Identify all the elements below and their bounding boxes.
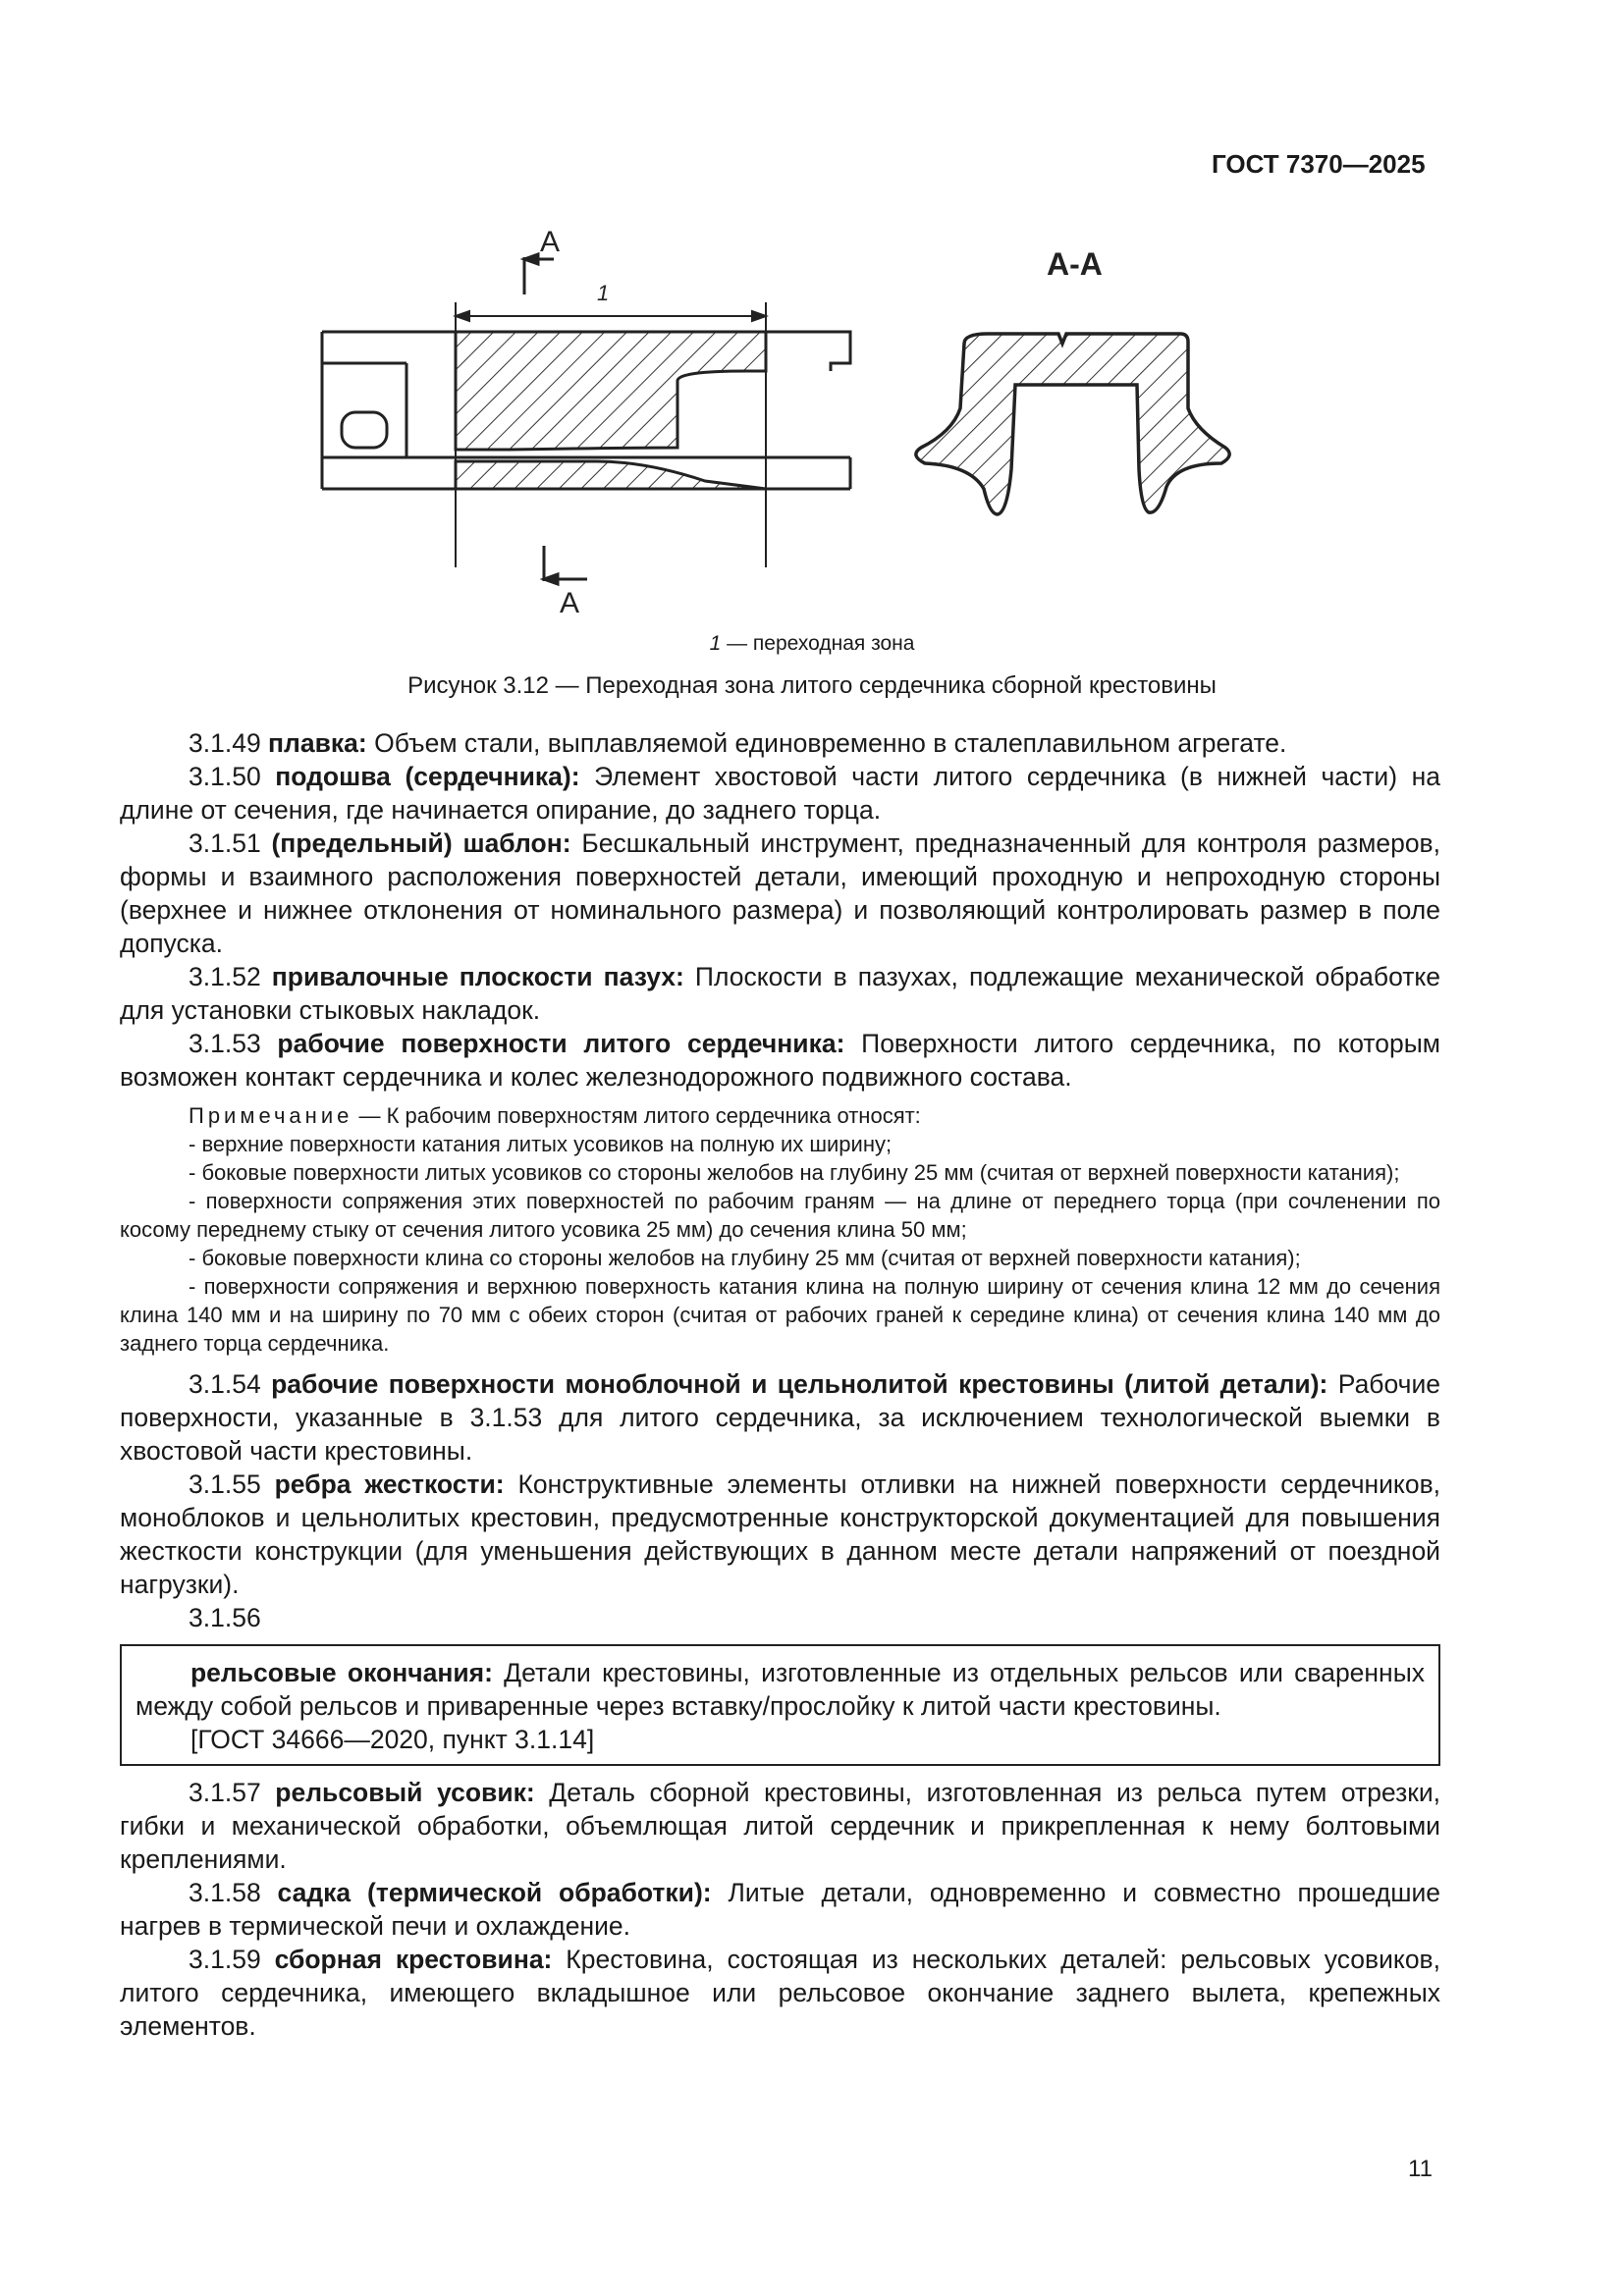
definition-3-1-59: 3.1.59 сборная крестовина: Крестовина, состоящая из нескольких деталей: рельсовых усовиков, литого сердечника, имеющего вкладышное или рельсовое окончание заднего вылета, крепежных элементов. (120, 1945, 1440, 2041)
figure-3-12 (312, 224, 1255, 616)
transition-zone-drawing (312, 224, 1255, 616)
definition-3-1-53: 3.1.53 рабочие поверхности литого сердечника: Поверхности литого сердечника, по которым возможен контакт сердечника и колес железнодорожного подвижного состава. (120, 1029, 1440, 1092)
legend-number: 1 (709, 632, 722, 655)
hatched-transition-zone (456, 332, 766, 450)
note-intro: Примечание — К рабочим поверхностям литого сердечника относят: (189, 1103, 921, 1128)
document-body (120, 726, 1440, 2043)
definition-source: [ГОСТ 34666—2020, пункт 3.1.14] (190, 1725, 595, 1754)
section-label-top: А (540, 226, 561, 258)
definition-3-1-57: 3.1.57 рельсовый усовик: Деталь сборной крестовины, изготовленная из рельса путем отрезки, гибки и механической обработки, объемлющая литой сердечник и прикрепленная к нему болтовыми креплениями. (120, 1778, 1440, 1874)
definition-3-1-54: 3.1.54 рабочие поверхности моноблочной и цельнолитой крестовины (литой детали): Рабочие поверхности, указанные в 3.1.53 для литого сердечника, за исключением технологической выемки в хвостовой части крестовины. (120, 1369, 1440, 1466)
definition-3-1-55: 3.1.55 ребра жесткости: Конструктивные элементы отливки на нижней поверхности сердечников, моноблоков и цельнолитых крестовин, предусмотренные конструкторской документацией для повышения жесткости конструкции (для уменьшения действующих в данном месте детали напряжений от поездной нагрузки). (120, 1469, 1441, 1599)
note-item: - поверхности сопряжения и верхнюю поверхность катания клина на полную ширину от сечения клина 12 мм до сечения клина 140 мм и на ширину по 70 мм с обеих сторон (считая от рабочих граней к середине клина) от сечения клина 140 мм до заднего торца сердечника. (120, 1274, 1440, 1356)
quoted-definition-box (120, 1644, 1440, 1766)
legend-text: — переходная зона (721, 632, 915, 655)
hatched-foot (456, 461, 766, 489)
definition-3-1-56: рельсовые окончания: Детали крестовины, изготовленные из отдельных рельсов или сваренных между собой рельсов и приваренные через вставку/прослойку к литой части крестовины. (135, 1658, 1425, 1721)
page-number: 11 (1408, 2156, 1433, 2182)
definition-3-1-56-number: 3.1.56 (189, 1603, 261, 1632)
note-item: - боковые поверхности клина со стороны желобов на глубину 25 мм (считая от верхней поверхности катания); (189, 1246, 1301, 1270)
section-marker-top (524, 254, 554, 294)
definition-3-1-58: 3.1.58 садка (термической обработки): Литые детали, одновременно и совместно прошедшие нагрев в термической печи и охлаждение. (120, 1878, 1440, 1941)
definition-3-1-49: 3.1.49 плавка: Объем стали, выплавляемой единовременно в сталеплавильном агрегате. (189, 728, 1287, 758)
section-title: А-А (1047, 246, 1103, 282)
note-item: - боковые поверхности литых усовиков со стороны желобов на глубину 25 мм (считая от верхней поверхности катания); (189, 1160, 1400, 1185)
section-label-bottom: А (560, 587, 580, 616)
section-marker-bottom (544, 546, 587, 584)
definition-3-1-52: 3.1.52 привалочные плоскости пазух: Плоскости в пазухах, подлежащие механической обработке для установки стыковых накладок. (120, 962, 1440, 1025)
document-header: ГОСТ 7370—2025 (1212, 149, 1426, 179)
note-item: - поверхности сопряжения этих поверхностей по рабочим граням — на длине от переднего торца (при сочленении по косому переднему стыку от сечения литого усовика 25 мм) до сечения клина 50 мм; (120, 1189, 1440, 1242)
definition-3-1-50: 3.1.50 подошва (сердечника): Элемент хвостовой части литого сердечника (в нижней части) на длине от сечения, где начинается опирание, до заднего торца. (120, 762, 1440, 825)
callout-number: 1 (597, 281, 610, 305)
figure-legend (0, 632, 1624, 656)
note-block (120, 1101, 1440, 1358)
cross-section-shape (916, 334, 1229, 514)
note-item: - верхние поверхности катания литых усовиков на полную их ширину; (189, 1132, 893, 1156)
definition-3-1-51: 3.1.51 (предельный) шаблон: Бесшкальный инструмент, предназначенный для контроля размеров, формы и взаимного расположения поверхностей детали, имеющий проходную и непроходную стороны (верхнее и нижнее отклонения от номинального размера) и позволяющий контролировать размер в поле допуска. (120, 828, 1441, 958)
figure-caption: Рисунок 3.12 — Переходная зона литого сердечника сборной крестовины (407, 672, 1217, 699)
